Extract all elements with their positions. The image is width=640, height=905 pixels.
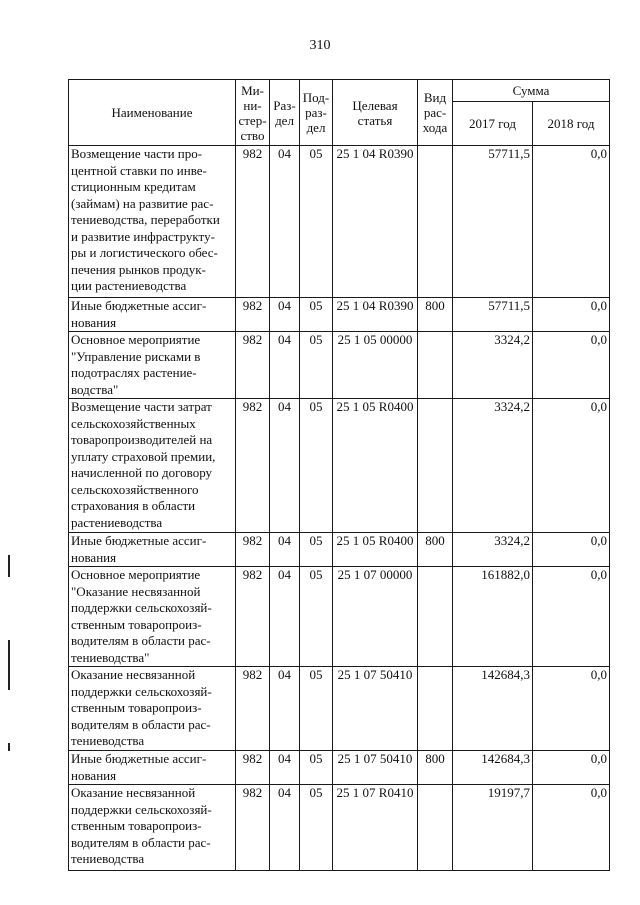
row-article-cell: 25 1 04 R0390 [333, 146, 418, 298]
table-row [69, 146, 610, 298]
row-name-cell: Возмещение части про- центной ставки по инве- стиционным кредитам (займам) на развитие рас- тениеводства, переработки и развитие инфраструкту- ры и логистического обес- печения рынков продук- ции растениеводства [69, 146, 236, 298]
row-section-cell: 04 [270, 399, 300, 533]
margin-mark [8, 555, 10, 577]
row-article-cell: 25 1 05 R0400 [333, 533, 418, 567]
row-expense-cell [418, 399, 453, 533]
row-2017-cell: 142684,3 [453, 751, 533, 785]
row-ministry-cell: 982 [236, 751, 270, 785]
table-row [69, 332, 610, 399]
row-subsection-cell: 05 [300, 567, 333, 667]
row-subsection-cell: 05 [300, 399, 333, 533]
row-ministry-cell: 982 [236, 785, 270, 871]
row-ministry-cell: 982 [236, 146, 270, 298]
header-year-2017: 2017 год [453, 102, 533, 146]
row-name-cell: Основное мероприятие "Оказание несвязанной поддержки сельскохозяй- ственным товаропроиз- водителям в области рас- тениеводства" [69, 567, 236, 667]
row-ministry-cell: 982 [236, 533, 270, 567]
row-2018-cell: 0,0 [533, 298, 610, 332]
row-section-cell: 04 [270, 146, 300, 298]
row-expense-cell [418, 785, 453, 871]
budget-table [68, 79, 610, 871]
table-body [69, 146, 610, 871]
row-section-cell: 04 [270, 298, 300, 332]
row-2017-cell: 57711,5 [453, 298, 533, 332]
header-name: Наименование [69, 80, 236, 146]
row-2017-cell: 3324,2 [453, 533, 533, 567]
row-2018-cell: 0,0 [533, 751, 610, 785]
row-article-cell: 25 1 07 R0410 [333, 785, 418, 871]
row-subsection-cell: 05 [300, 667, 333, 751]
row-section-cell: 04 [270, 785, 300, 871]
row-expense-cell [418, 332, 453, 399]
table-row [69, 785, 610, 871]
table-row [69, 533, 610, 567]
row-expense-cell [418, 567, 453, 667]
row-2018-cell: 0,0 [533, 567, 610, 667]
row-article-cell: 25 1 07 50410 [333, 667, 418, 751]
row-2017-cell: 57711,5 [453, 146, 533, 298]
table-row [69, 399, 610, 533]
row-name-cell: Иные бюджетные ассиг- нования [69, 533, 236, 567]
margin-mark [8, 743, 10, 751]
page-number: 310 [309, 38, 331, 53]
row-section-cell: 04 [270, 332, 300, 399]
row-2018-cell: 0,0 [533, 332, 610, 399]
row-article-cell: 25 1 07 00000 [333, 567, 418, 667]
row-subsection-cell: 05 [300, 785, 333, 871]
header-sum: Сумма [453, 80, 610, 102]
row-subsection-cell: 05 [300, 751, 333, 785]
row-section-cell: 04 [270, 567, 300, 667]
row-name-cell: Иные бюджетные ассиг- нования [69, 751, 236, 785]
row-name-cell: Иные бюджетные ассиг- нования [69, 298, 236, 332]
header-target-article: Целевая статья [333, 80, 418, 146]
row-2018-cell: 0,0 [533, 785, 610, 871]
row-ministry-cell: 982 [236, 667, 270, 751]
row-name-cell: Возмещение части затрат сельскохозяйственных товаропроизводителей на уплату страховой премии, начисленной по договору сельскохозяйственного страхования в области растениеводства [69, 399, 236, 533]
row-article-cell: 25 1 05 00000 [333, 332, 418, 399]
row-article-cell: 25 1 07 50410 [333, 751, 418, 785]
row-2018-cell: 0,0 [533, 667, 610, 751]
row-2017-cell: 161882,0 [453, 567, 533, 667]
table-row [69, 667, 610, 751]
row-2017-cell: 3324,2 [453, 332, 533, 399]
row-expense-cell: 800 [418, 298, 453, 332]
header-expense-type: Вид рас- хода [418, 80, 453, 146]
row-2018-cell: 0,0 [533, 146, 610, 298]
row-2017-cell: 3324,2 [453, 399, 533, 533]
row-expense-cell: 800 [418, 533, 453, 567]
row-subsection-cell: 05 [300, 146, 333, 298]
row-article-cell: 25 1 05 R0400 [333, 399, 418, 533]
row-expense-cell [418, 146, 453, 298]
row-subsection-cell: 05 [300, 298, 333, 332]
row-expense-cell: 800 [418, 751, 453, 785]
margin-mark [8, 640, 10, 690]
header-section: Раз- дел [270, 80, 300, 146]
row-ministry-cell: 982 [236, 298, 270, 332]
row-2018-cell: 0,0 [533, 399, 610, 533]
row-2017-cell: 142684,3 [453, 667, 533, 751]
row-ministry-cell: 982 [236, 332, 270, 399]
row-subsection-cell: 05 [300, 332, 333, 399]
table-row [69, 567, 610, 667]
row-section-cell: 04 [270, 533, 300, 567]
row-name-cell: Основное мероприятие "Управление рисками в подотраслях растение- водства" [69, 332, 236, 399]
row-2017-cell: 19197,7 [453, 785, 533, 871]
row-name-cell: Оказание несвязанной поддержки сельскохозяй- ственным товаропроиз- водителям в области рас- тениеводства [69, 667, 236, 751]
header-subsection: Под- раз- дел [300, 80, 333, 146]
row-section-cell: 04 [270, 751, 300, 785]
row-name-cell: Оказание несвязанной поддержки сельскохозяй- ственным товаропроиз- водителям в области рас- тениеводства [69, 785, 236, 871]
header-year-2018: 2018 год [533, 102, 610, 146]
row-ministry-cell: 982 [236, 567, 270, 667]
table-row [69, 751, 610, 785]
row-expense-cell [418, 667, 453, 751]
table-row [69, 298, 610, 332]
header-ministry: Ми- ни- стер- ство [236, 80, 270, 146]
row-article-cell: 25 1 04 R0390 [333, 298, 418, 332]
row-2018-cell: 0,0 [533, 533, 610, 567]
row-section-cell: 04 [270, 667, 300, 751]
row-subsection-cell: 05 [300, 533, 333, 567]
row-ministry-cell: 982 [236, 399, 270, 533]
